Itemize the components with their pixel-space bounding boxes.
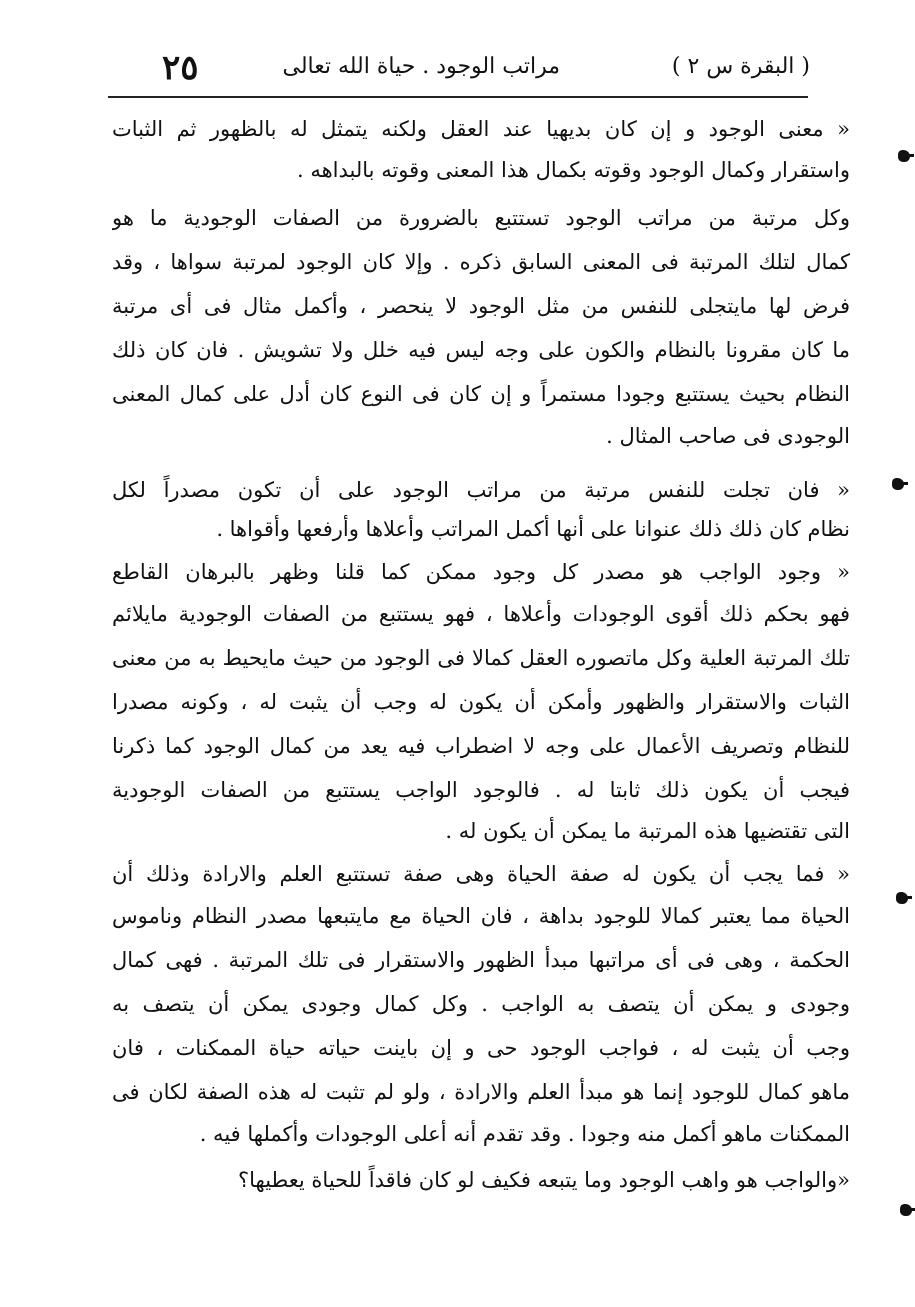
text-line: كمال لتلك المرتبة فى المعنى السابق ذكره . وإلا كان الوجود لمرتبة سواها ، وقد — [112, 250, 850, 274]
text-line: للنظام وتصريف الأعمال على وجه لا اضطراب فيه يعد من كمال الوجود كما ذكرنا — [112, 734, 850, 758]
paragraph-5 — [112, 854, 850, 1154]
text-line: «والواجب هو واهب الوجود وما يتبعه فكيف لو كان فاقداً للحياة يعطيها؟ — [237, 1168, 850, 1192]
text-line: التى تقتضيها هذه المرتبة ما يمكن أن يكون له . — [445, 819, 850, 843]
text-line: وكل مرتبة من مراتب الوجود تستتبع بالضرورة من الصفات الوجودية ما هو — [112, 206, 850, 230]
text-line: ماهو كمال للوجود إنما هو مبدأ العلم والارادة ، ولو لم تثبت له هذه الصفة لكان فى — [112, 1080, 850, 1104]
paragraph-1 — [112, 110, 850, 192]
text-line: النظام بحيث يستتبع وجودا مستمراً و إن كان فى النوع كان أدل على كمال المعنى — [112, 382, 850, 406]
text-line: فهو بحكم ذلك أقوى الوجودات وأعلاها ، فهو يستتبع من الصفات الوجودية مايلائم — [112, 602, 850, 626]
body-text — [112, 104, 850, 1200]
text-line: فرض لها مايتجلى للنفس من مثل الوجود لا ينحصر ، وأكمل مثال فى أى مرتبة — [112, 294, 850, 318]
paragraph-3 — [112, 470, 850, 548]
text-line: الممكنات ماهو أكمل منه وجودا . وقد تقدم أنه أعلى الوجودات وأكملها فيه . — [199, 1122, 850, 1146]
page-number: ٢٥ — [162, 48, 199, 88]
header-title: مراتب الوجود . حياة الله تعالى — [282, 54, 560, 79]
margin-mark — [896, 892, 908, 904]
text-line: وجب أن يثبت له ، فواجب الوجود حى و إن باينت حياته حياة الممكنات ، فان — [112, 1036, 850, 1060]
text-line: « وجود الواجب هو مصدر كل وجود ممكن كما قلنا وظهر بالبرهان القاطع — [112, 560, 850, 584]
running-header — [110, 52, 810, 92]
text-line: نظام كان ذلك ذلك عنوانا على أنها أكمل المراتب وأعلاها وأرفعها وأقواها . — [216, 517, 850, 541]
paragraph-2 — [112, 196, 850, 456]
margin-mark — [898, 150, 910, 162]
header-rule — [108, 96, 808, 98]
margin-mark — [900, 1204, 912, 1216]
text-line: الحياة مما يعتبر كمالا للوجود بداهة ، فان الحياة مع مايتبعها مصدر النظام وناموس — [112, 904, 850, 928]
text-line: الوجودى فى صاحب المثال . — [606, 424, 850, 448]
paragraph-4 — [112, 552, 850, 850]
text-line: ما كان مقرونا بالنظام والكون على وجه ليس فيه خلل ولا تشويش . فان كان ذلك — [112, 338, 850, 362]
paragraph-6 — [112, 1160, 850, 1200]
text-line: الحكمة ، وهى فى أى مراتبها مبدأ الظهور والاستقرار فى تلك المرتبة . فهى كمال — [112, 948, 850, 972]
margin-mark — [892, 478, 904, 490]
text-line: « معنى الوجود و إن كان بديهيا عند العقل ولكنه يتمثل له بالظهور ثم الثبات — [112, 117, 850, 141]
text-line: واستقرار وكمال الوجود وقوته بكمال هذا المعنى وقوته بالبداهه . — [297, 158, 850, 182]
text-line: الثبات والاستقرار والظهور وأمكن أن يكون له وجب أن يثبت له ، وكونه مصدرا — [112, 690, 850, 714]
text-line: تلك المرتبة العلية وكل ماتصوره العقل كمالا فى الوجود من حيث مايحيط به من معنى — [112, 646, 850, 670]
surah-reference: ( البقرة س ٢ ) — [671, 54, 810, 79]
text-line: وجودى و يمكن أن يتصف به الواجب . وكل كمال وجودى يمكن أن يتصف به — [112, 992, 850, 1016]
text-line: « فما يجب أن يكون له صفة الحياة وهى صفة تستتبع العلم والارادة وذلك أن — [112, 862, 850, 886]
text-line: « فان تجلت للنفس مرتبة من مراتب الوجود على أن تكون مصدراً لكل — [112, 478, 850, 502]
text-line: فيجب أن يكون ذلك ثابتا له . فالوجود الواجب يستتبع من الصفات الوجودية — [112, 778, 850, 802]
